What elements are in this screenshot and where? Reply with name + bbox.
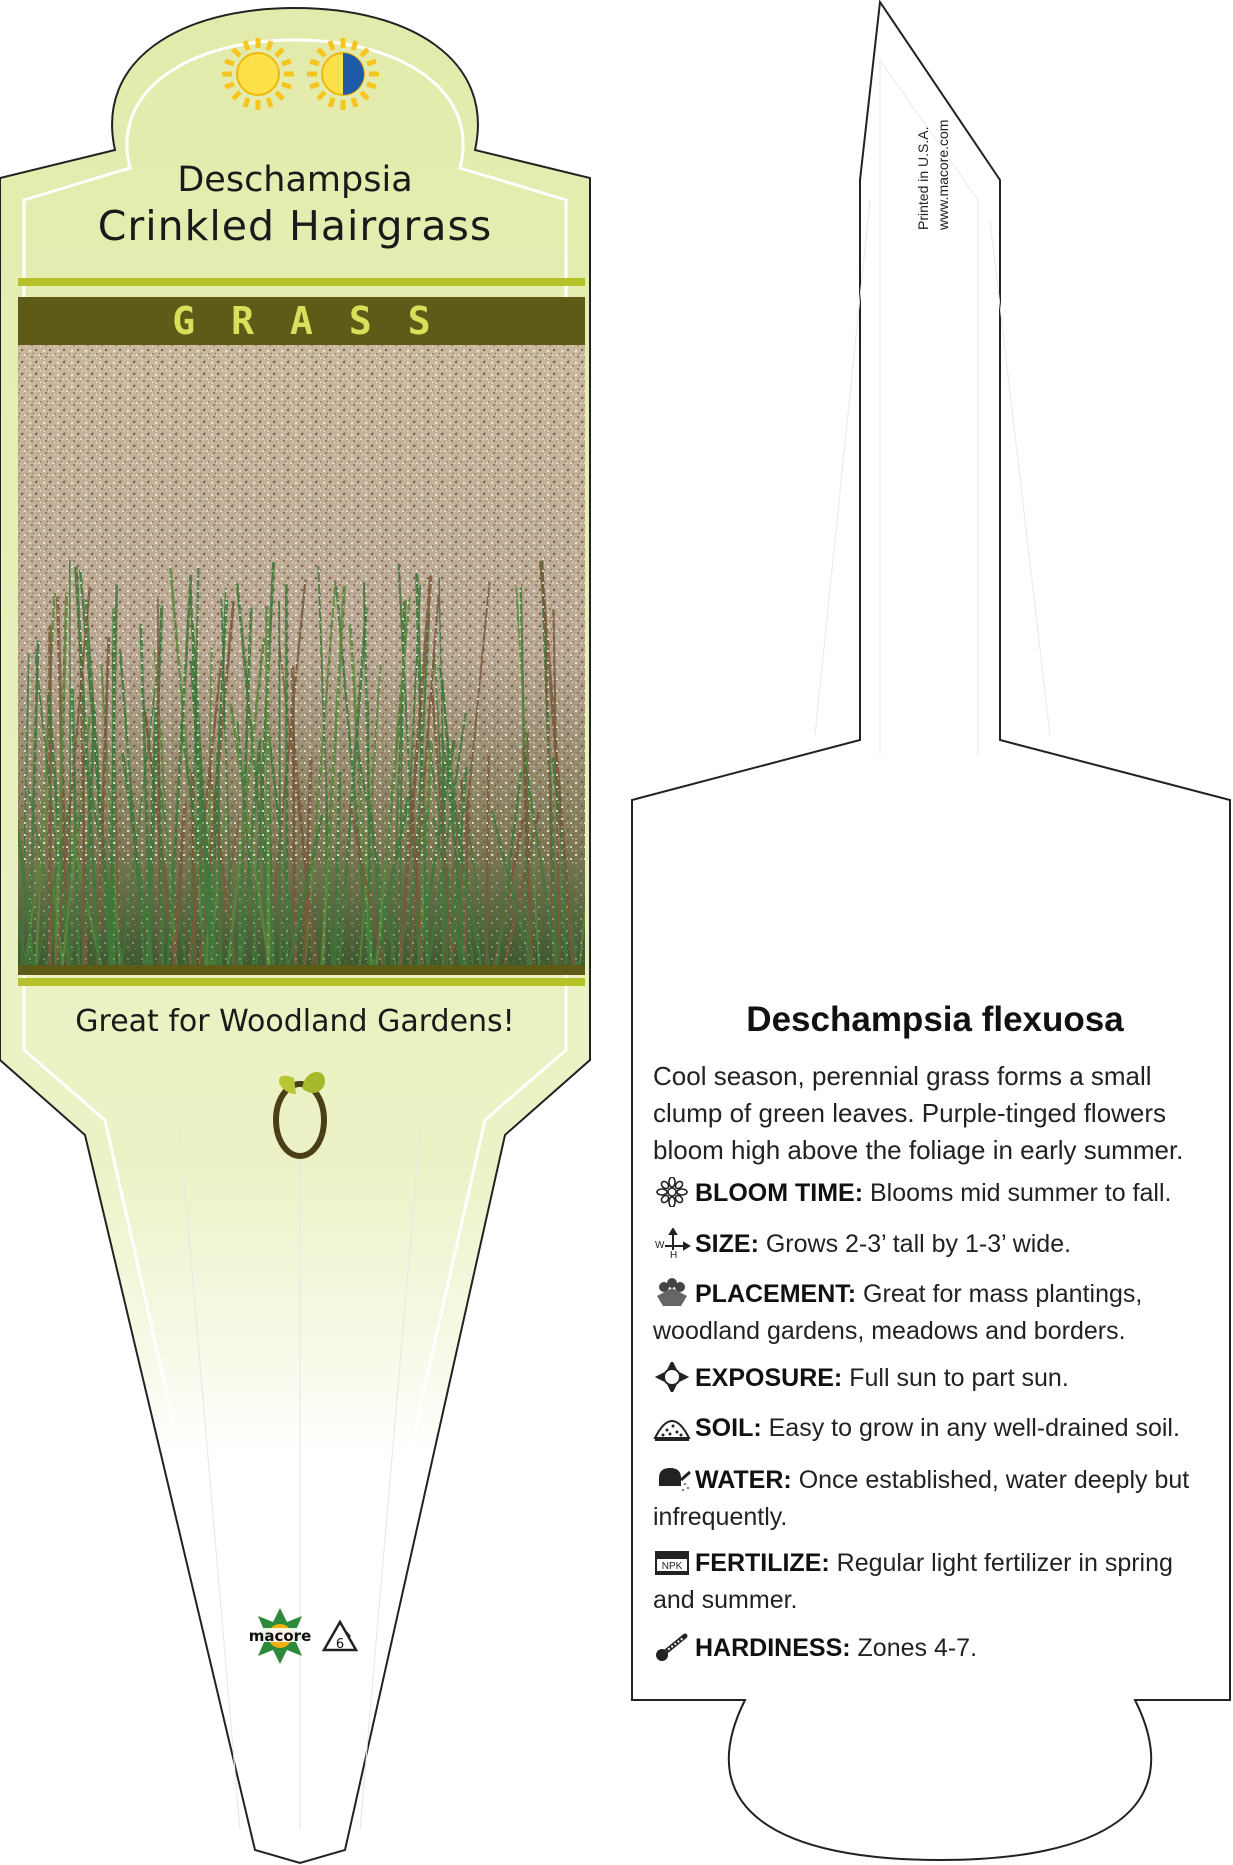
care-item-label: PLACEMENT: (695, 1280, 857, 1308)
care-item-placement (653, 1276, 1213, 1350)
care-item-text: Grows 2-3’ tall by 1-3’ wide. (758, 1230, 1072, 1258)
care-item-text: Zones 4-7. (850, 1634, 978, 1662)
grass-photo (0, 345, 609, 969)
care-item-text: Regular light fertilizer in spring and summer. (653, 1549, 1173, 1614)
care-item-label: BLOOM TIME: (695, 1179, 864, 1207)
website: www.macore.com (935, 119, 951, 230)
svg-text:NPK: NPK (661, 1561, 683, 1572)
care-item-text: Once established, water deeply but infrequently. (653, 1466, 1190, 1531)
care-item-text: Great for mass plantings, woodland gardens, meadows and borders. (653, 1280, 1143, 1345)
soil-icon (653, 1412, 691, 1442)
care-item-label: SIZE: (695, 1230, 759, 1258)
care-item-text: Easy to grow in any well-drained soil. (761, 1414, 1180, 1442)
common-name: Crinkled Hairgrass (97, 202, 493, 250)
care-item-label: FERTILIZE: (695, 1549, 830, 1577)
care-item-text: Full sun to part sun. (842, 1364, 1069, 1392)
placement-icon (653, 1278, 691, 1308)
care-item-text: Blooms mid summer to fall. (863, 1179, 1172, 1207)
recycle-code: 6 (335, 1637, 345, 1652)
care-item-label: HARDINESS: (695, 1634, 851, 1662)
care-item-hardiness (653, 1630, 1213, 1667)
category-label: GRASS (172, 299, 467, 343)
care-item-label: WATER: (695, 1466, 792, 1494)
sun-outline-icon (653, 1362, 691, 1392)
care-item-label: EXPOSURE: (695, 1364, 843, 1392)
svg-text:H: H (670, 1250, 678, 1258)
size-icon (653, 1228, 691, 1258)
care-item-exposure (653, 1360, 1213, 1397)
genus-name: Deschampsia (177, 160, 413, 200)
botanical-title: Deschampsia flexuosa (746, 1000, 1124, 1039)
svg-text:W: W (655, 1240, 665, 1251)
care-item-bloom-time (653, 1175, 1213, 1212)
care-item-fertilize (653, 1545, 1213, 1619)
flower-icon (653, 1177, 691, 1207)
lime-divider-top (18, 278, 585, 286)
thermometer-icon (653, 1632, 691, 1662)
npk-icon (653, 1547, 691, 1577)
watering-can-icon (653, 1464, 691, 1494)
printed-in-usa: Printed in U.S.A. (915, 126, 931, 230)
care-item-soil (653, 1410, 1213, 1447)
macore-brand-text: macore (248, 1627, 312, 1645)
description: Cool season, perennial grass forms a small clump of green leaves. Purple-tinged flowers bloom high above the foliage in early summer. (653, 1061, 1184, 1165)
tagline: Great for Woodland Gardens! (75, 1004, 515, 1039)
lime-divider-bottom (18, 978, 585, 986)
care-item-water (653, 1462, 1213, 1536)
care-item-size (653, 1226, 1213, 1263)
care-item-label: SOIL: (695, 1414, 762, 1442)
